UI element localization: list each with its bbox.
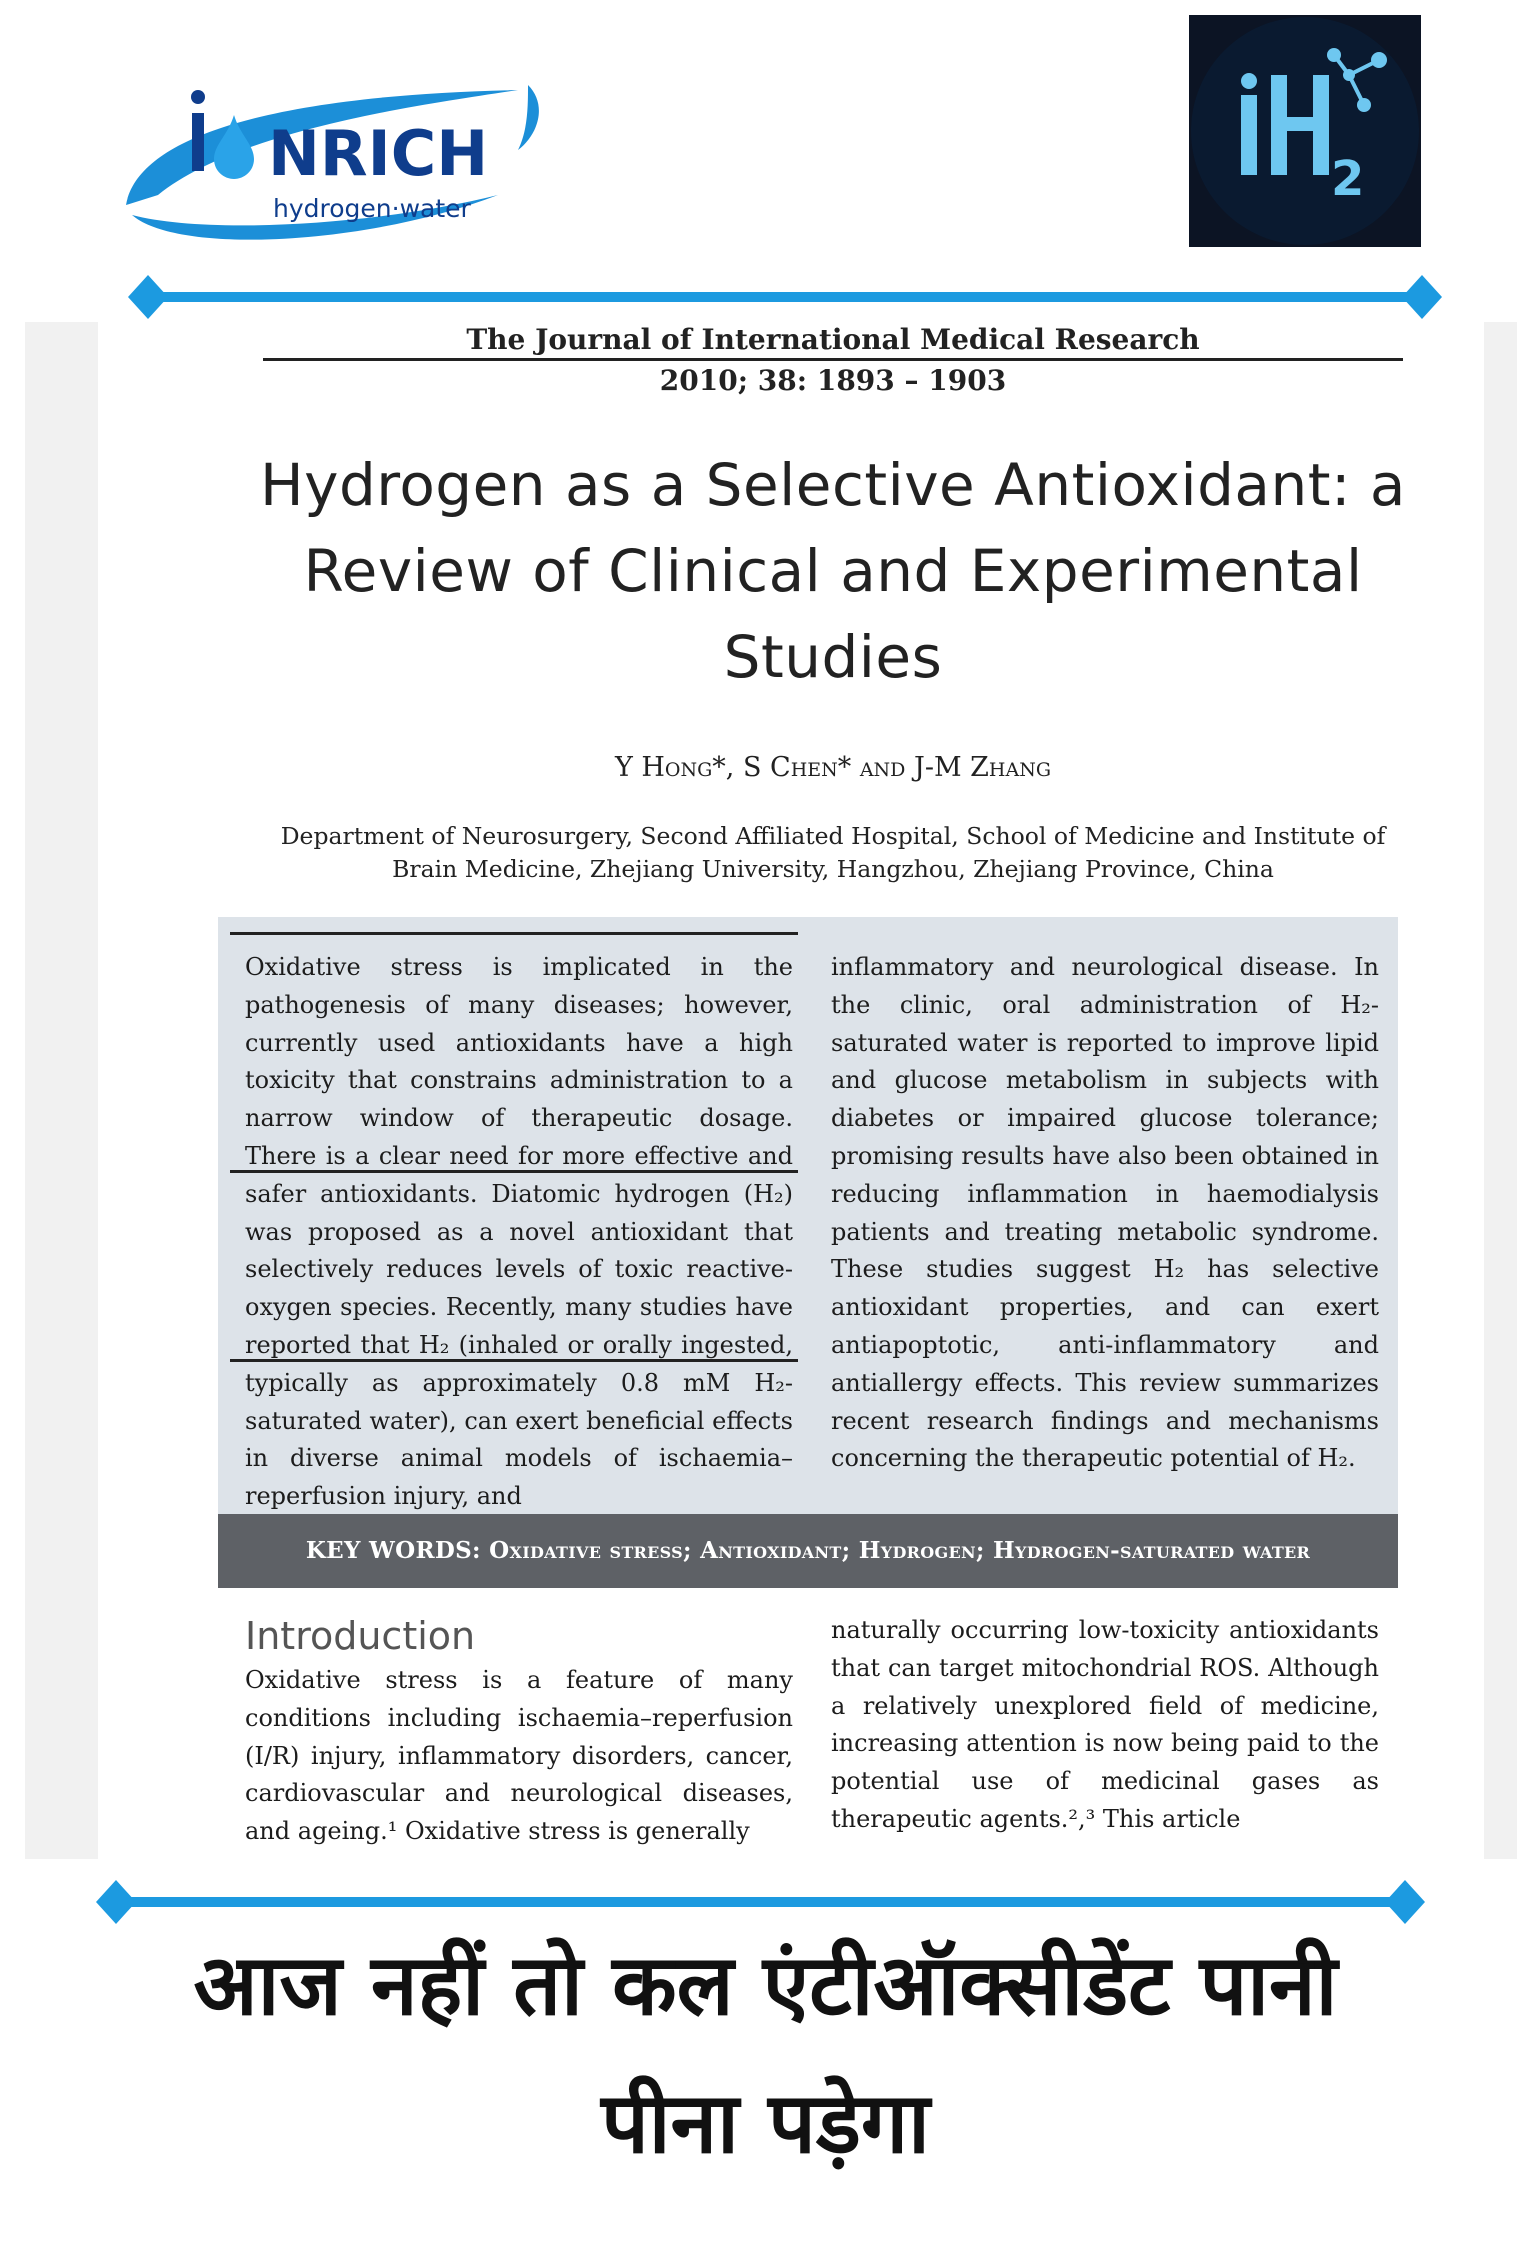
tagline-text: hydrogen·water: [273, 194, 471, 223]
authors: Y Hong*, S Chen* and J-M Zhang: [614, 752, 1052, 783]
paper-page: [25, 322, 1517, 1859]
title-line-1: Hydrogen as a Selective Antioxidant: a: [260, 451, 1406, 519]
abstract-rule-top: [230, 932, 798, 935]
caption-line-2: पीना पड़ेगा: [601, 2074, 930, 2172]
keywords-bar: KEY WORDS: Oxidative stress; Antioxidant; Hydrogen; Hydrogen-saturated water: [218, 1514, 1398, 1588]
paper-sheet: [98, 322, 1484, 1859]
introduction-left-column: [245, 1612, 793, 1851]
title-line-3: Studies: [723, 623, 943, 691]
bottom-divider-right-cap: [1385, 1880, 1425, 1924]
bottom-divider-left-cap: [96, 1880, 136, 1924]
caption-line-1: आज नहीं तो कल एंटीऑक्सीडेंट पानी: [193, 1936, 1338, 2034]
introduction-left-text: Oxidative stress is a feature of many conditions including ischaemia–reperfusion (I/R) injury, inflammatory disorders, cancer, cardiovascular and neurological diseases, and ageing.¹ Oxidative stress is generally: [245, 1666, 793, 1846]
abstract-right-text: inflammatory and neurological disease. In the clinic, oral administration of H₂-saturated water is reported to improve lipid and glucose metabolism in subjects with diabetes or impaired glucose tolerance; promising results have also been obtained in reducing inflammation in haemodialysis patients and treating metabolic syndrome. These studies suggest H₂ has selective antioxidant properties, and can exert antiapoptotic, anti-inflammatory and antiallergy effects. This review summarizes recent research findings and mechanisms concerning the therapeutic potential of H₂.: [831, 953, 1379, 1473]
top-divider: [150, 292, 1420, 302]
journal-name: The Journal of International Medical Research: [263, 322, 1403, 361]
introduction-right-column: [831, 1612, 1379, 1839]
bottom-divider: [122, 1897, 1402, 1907]
brand-text: NRICH: [268, 117, 489, 190]
ionrich-logo-graphic: [118, 75, 558, 250]
article-title: [213, 442, 1453, 700]
introduction-right-text: naturally occurring low-toxicity antioxidants that can target mitochondrial ROS. Although a relatively unexplored field of medicine, increasing attention is now being paid to the potential use of medicinal gases as therapeutic agents.²,³ This article: [831, 1616, 1379, 1833]
ionrich-logo: [118, 75, 558, 250]
ih2-logo-graphic: [1189, 15, 1421, 247]
abstract-left-text: Oxidative stress is implicated in the pathogenesis of many diseases; however, currently used antioxidants have a high toxicity that constrains administration to a narrow window of therapeutic dosage. There is a clear need for more effective and safer antioxidants. Diatomic hydrogen (H₂) was proposed as a novel antioxidant that selectively reduces levels of toxic reactive-oxygen species. Recently, many studies have reported that H₂ (inhaled or orally ingested, typically as approximately 0.8 mM H₂-saturated water), can exert beneficial effects in diverse animal models of ischaemia–reperfusion injury, and: [245, 953, 793, 1511]
abstract-right-column: [831, 949, 1379, 1478]
affiliation: [213, 820, 1453, 886]
journal-header: [263, 322, 1403, 401]
abstract-box: [218, 917, 1398, 1514]
top-divider-left-cap: [128, 275, 168, 319]
affiliation-line-1: Department of Neurosurgery, Second Affiliated Hospital, School of Medicine and Institute of: [280, 822, 1386, 850]
svg-text:2: 2: [1331, 151, 1365, 207]
affiliation-line-2: Brain Medicine, Zhejiang University, Hangzhou, Zhejiang Province, China: [392, 855, 1274, 883]
abstract-left-column: [245, 949, 793, 1516]
journal-reference: 2010; 38: 1893 – 1903: [659, 364, 1007, 397]
top-divider-right-cap: [1402, 275, 1442, 319]
ih2-logo: [1189, 15, 1421, 247]
introduction-heading: Introduction: [245, 1614, 476, 1658]
title-line-2: Review of Clinical and Experimental: [303, 537, 1363, 605]
